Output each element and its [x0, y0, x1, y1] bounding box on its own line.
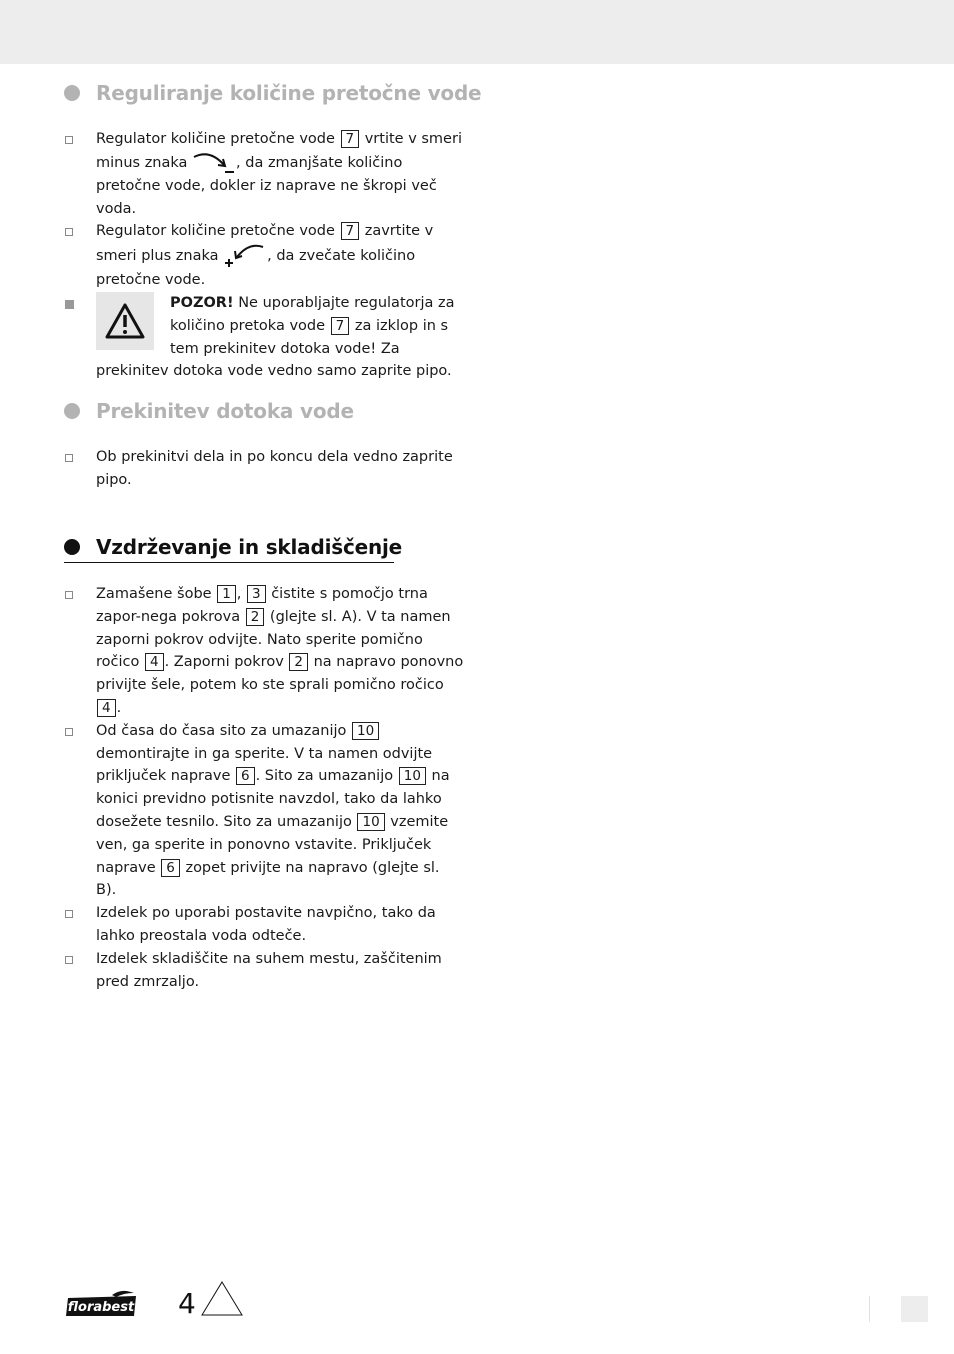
square-bullet-icon: [65, 591, 73, 599]
language-tab: [901, 1296, 928, 1322]
part-ref-box: 10: [357, 813, 384, 831]
heading-flow-regulation: [64, 81, 481, 105]
list-item: Izdelek skladiščite na suhem mestu, zaščitenim pred zmrzaljo.: [64, 948, 464, 994]
list-item: Od časa do časa sito za umazanijo 10 demontirajte in ga sperite. V ta namen odvijte priključek naprave 6 . Sito za umazanijo 10 na konici previdno potisnite navzdol, tako da lahko dosežete tesnilo. Sito za umazanijo 10 vzemite ven, ga sperite in ponovno vstavite. Priključek naprave 6 zopet privijte na napravo (glejte sl. B).: [64, 720, 464, 902]
warning-box: [96, 292, 154, 350]
part-ref-box: 6: [161, 859, 180, 877]
part-ref-box: 1: [217, 585, 236, 603]
section-maintenance-body: [64, 583, 464, 993]
part-ref-box: 6: [236, 767, 255, 785]
square-bullet-icon: [65, 910, 73, 918]
footer-divider: [869, 1296, 870, 1322]
square-bullet-icon: [65, 454, 73, 462]
part-ref-box: 10: [399, 767, 426, 785]
square-bullet-icon: [65, 728, 73, 736]
list-item: Regulator količine pretočne vode 7 vrtite v smeri minus znaka , da zmanjšate količino pretočne vode, dokler iz naprave ne škropi več voda.: [64, 128, 464, 220]
heading-underline: [64, 562, 394, 563]
filled-square-bullet-icon: [65, 300, 74, 309]
part-ref-box: 7: [341, 222, 360, 240]
list-item: Zamašene šobe 1 , 3 čistite s pomočjo trna zapor-nega pokrova 2 (glejte sl. A). V ta namen zaporni pokrov odvijte. Nato sperite pomično ročico 4 . Zaporni pokrov 2 na napravo ponovno privijte šele, potem ko ste sprali pomično ročico 4 .: [64, 583, 464, 720]
top-banner: [0, 0, 954, 64]
part-ref-box: 4: [97, 699, 116, 717]
warning-label: POZOR!: [170, 294, 234, 311]
part-ref-box: 7: [341, 130, 360, 148]
square-bullet-icon: [65, 136, 73, 144]
brand-logo: [64, 1290, 138, 1322]
list-item: Regulator količine pretočne vode 7 zavrtite v smeri plus znaka , da zvečate količino pretočne vode.: [64, 220, 464, 292]
part-ref-box: 7: [331, 317, 350, 335]
heading-bullet-icon: [64, 85, 80, 101]
part-ref-box: 4: [145, 653, 164, 671]
page-number: 4: [178, 1287, 196, 1320]
page-triangle-icon: [200, 1280, 244, 1318]
square-bullet-icon: [65, 228, 73, 236]
heading-text: Vzdrževanje in skladiščenje: [96, 535, 403, 559]
section-flow-regulation-body: [64, 128, 464, 383]
square-bullet-icon: [65, 956, 73, 964]
heading-water-shutoff: [64, 399, 354, 423]
warning-item: POZOR! Ne uporabljajte regulatorja za količino pretoka vode 7 za izklop in s tem prekinitev dotoka vode! Za prekinitev dotoka vode vedno samo zaprite pipo.: [64, 292, 464, 383]
list-item: Ob prekinitvi dela in po koncu dela vedno zaprite pipo.: [64, 446, 464, 492]
heading-text: Prekinitev dotoka vode: [96, 399, 354, 423]
list-item: Izdelek po uporabi postavite navpično, tako da lahko preostala voda odteče.: [64, 902, 464, 948]
heading-maintenance: [64, 535, 402, 559]
warning-triangle-icon: [104, 302, 146, 340]
heading-bullet-icon: [64, 403, 80, 419]
heading-bullet-icon: [64, 539, 80, 555]
svg-text:florabest: florabest: [67, 1300, 135, 1315]
part-ref-box: 2: [289, 653, 308, 671]
part-ref-box: 10: [352, 722, 379, 740]
plus-rotation-icon: [223, 243, 267, 269]
minus-rotation-icon: [192, 151, 236, 175]
section-water-shutoff-body: [64, 446, 464, 492]
heading-text: Reguliranje količine pretočne vode: [96, 81, 482, 105]
part-ref-box: 2: [246, 608, 265, 626]
part-ref-box: 3: [247, 585, 266, 603]
